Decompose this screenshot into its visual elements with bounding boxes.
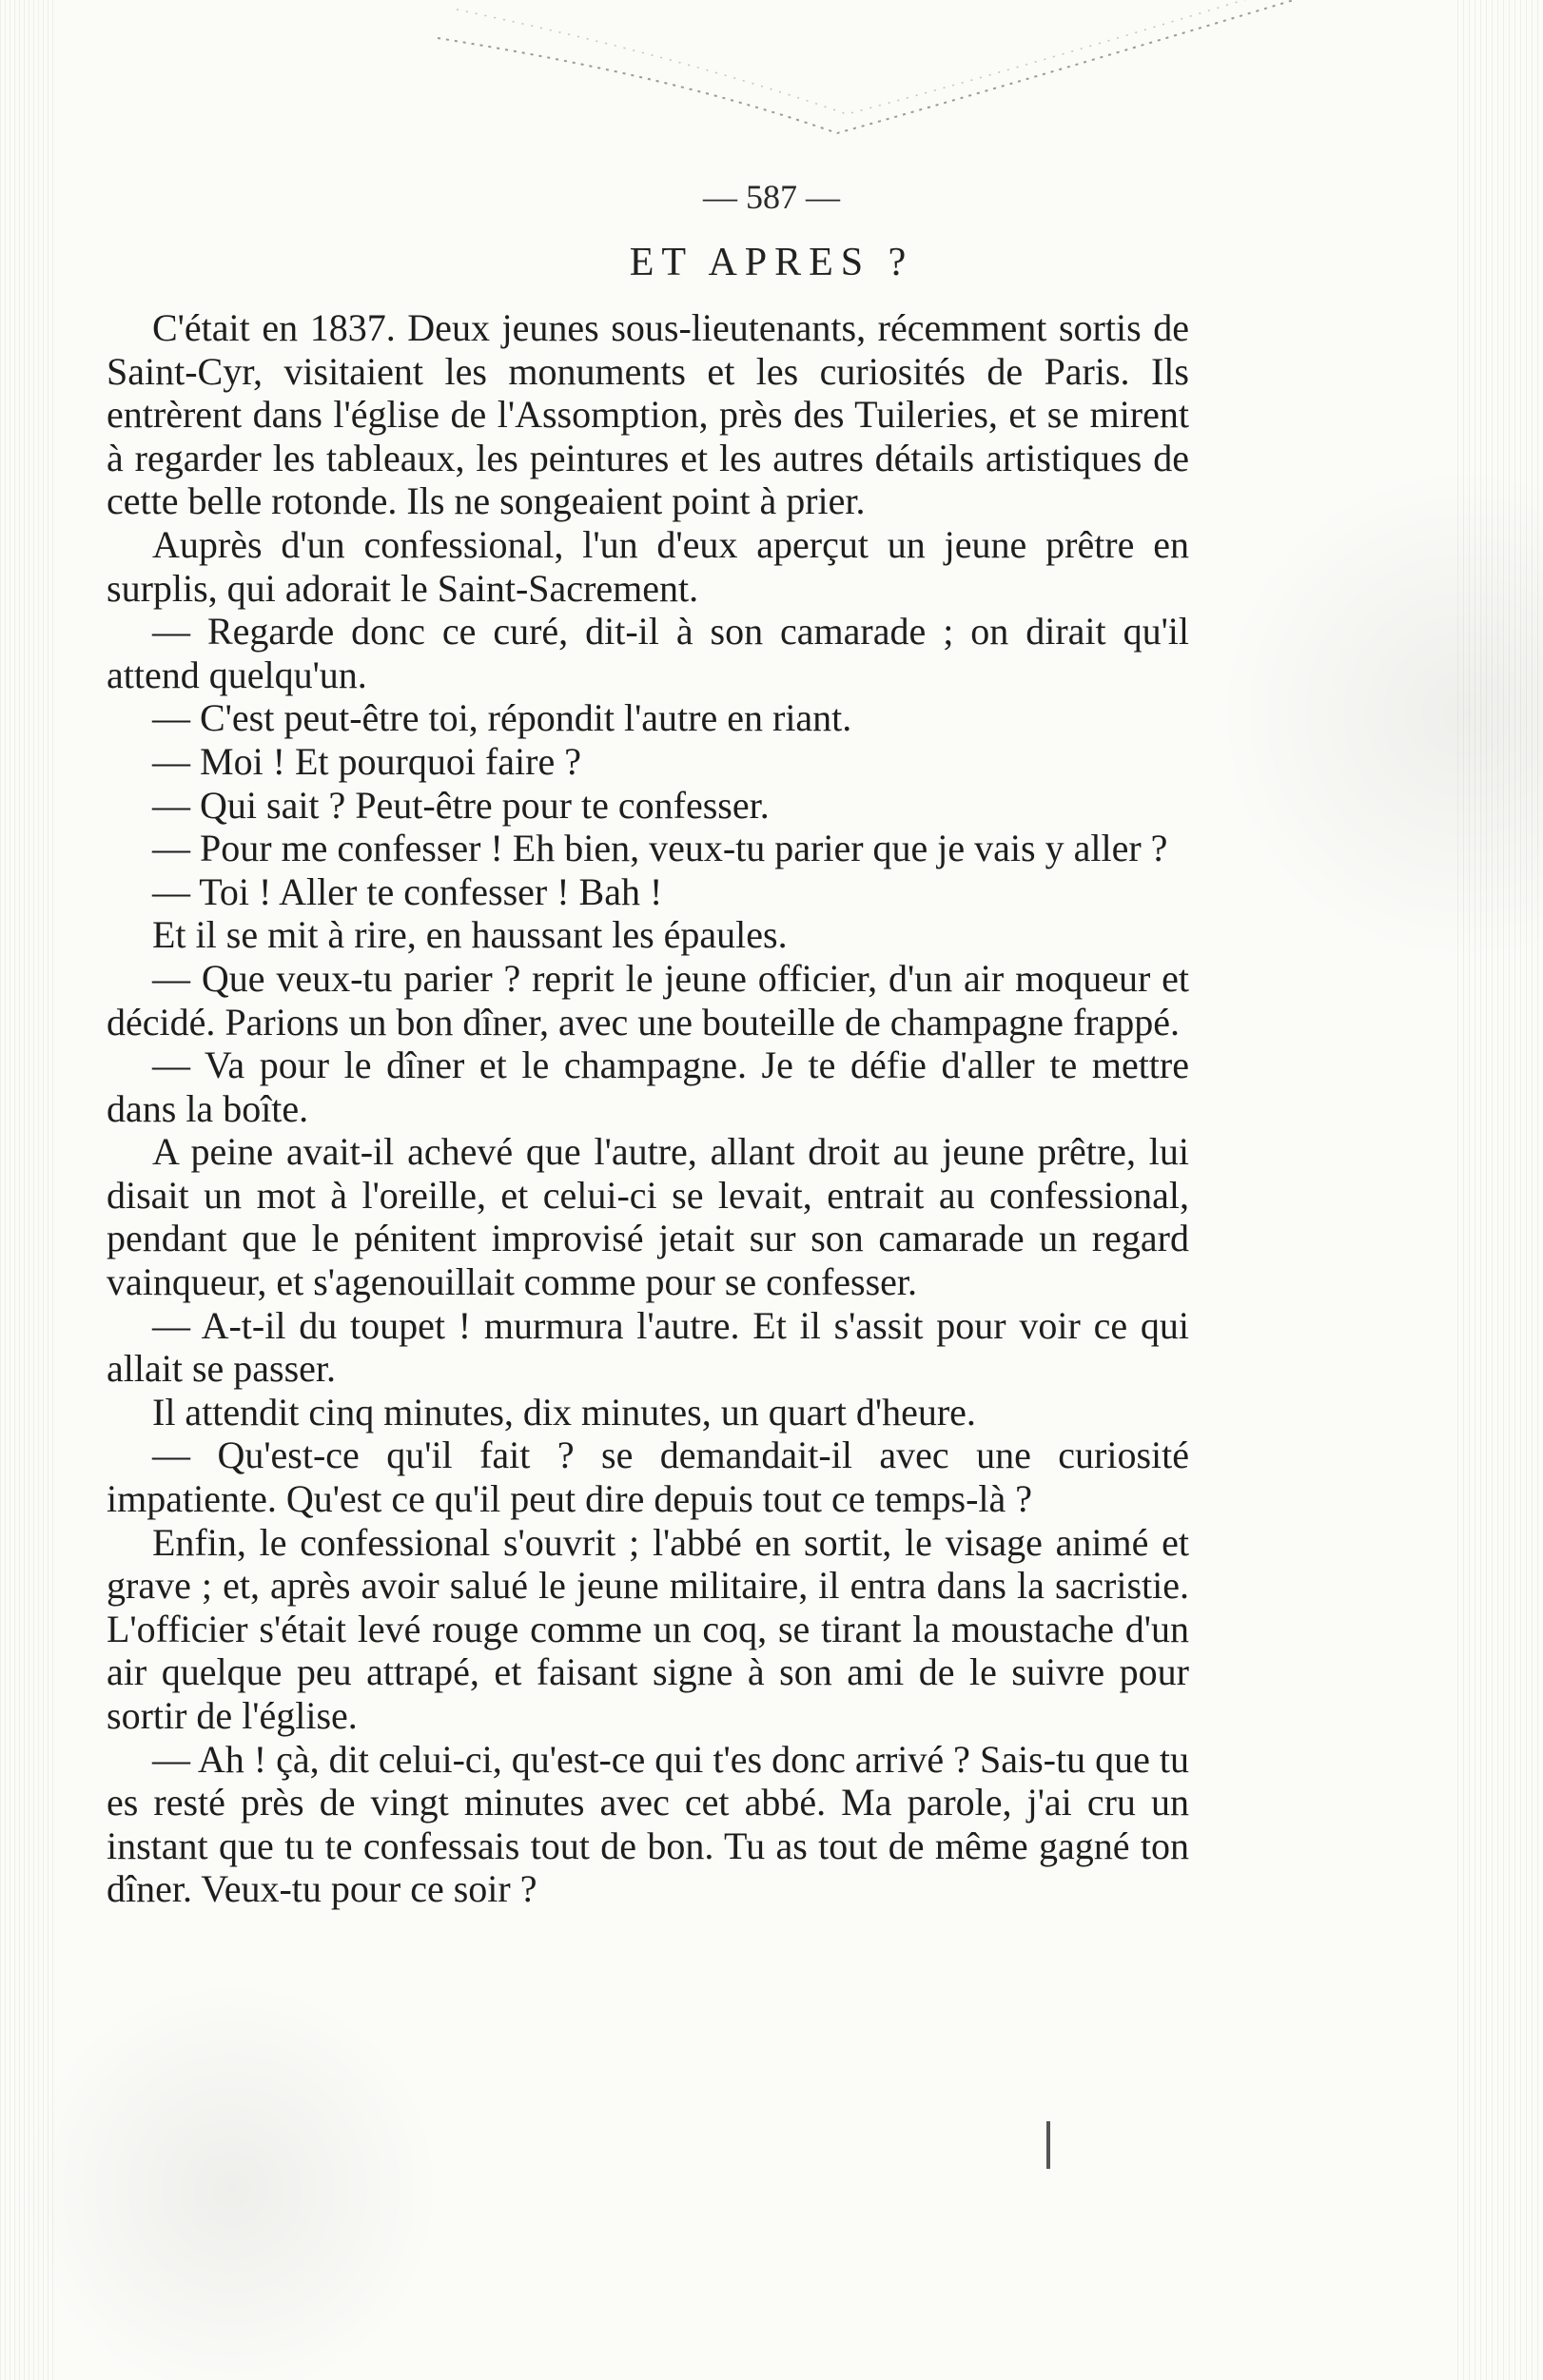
paragraph: — Pour me confesser ! Eh bien, veux-tu parier que je vais y aller ? xyxy=(152,827,1168,870)
paragraph: — Qu'est-ce qu'il fait ? se demandait-il avec une curiosité impatiente. Qu'est ce qu'il peut dire depuis tout ce temps-là ? xyxy=(107,1434,1189,1521)
stray-ink-mark xyxy=(1046,2121,1050,2169)
paragraph: — Qui sait ? Peut-être pour te confesser. xyxy=(152,783,770,827)
paragraph: — C'est peut-être toi, répondit l'autre en riant. xyxy=(152,696,852,740)
paragraph: Et il se mit à rire, en haussant les épaules. xyxy=(152,913,788,957)
paragraph: — A-t-il du toupet ! murmura l'autre. Et il s'assit pour voir ce qui allait se passer. xyxy=(107,1303,1189,1391)
page-edge-left xyxy=(0,0,57,2380)
paragraph: — Regarde donc ce curé, dit-il à son camarade ; on dirait qu'il attend quelqu'un. xyxy=(107,610,1189,696)
paragraph: C'était en 1837. Deux jeunes sous-lieutenants, récemment sortis de Saint-Cyr, visitaient les monuments et les curiosités de Paris. Ils entrèrent dans l'église de l'Assomption, près des Tuileries, et se mirent à regarder les tableaux, les peintures et les autres détails artistiques de cette belle rotonde. Ils ne songeaient point à prier. xyxy=(107,306,1189,523)
paragraph: A peine avait-il achevé que l'autre, allant droit au jeune prêtre, lui disait un mot à l'oreille, et celui-ci se levait, entrait au confessional, pendant que le pénitent improvisé jetait sur son camarade un regard vainqueur, et s'agenouillait comme pour se confesser. xyxy=(107,1130,1189,1304)
paragraph: — Que veux-tu parier ? reprit le jeune officier, d'un air moqueur et décidé. Parions un bon dîner, avec une bouteille de champagne frappé. xyxy=(107,956,1189,1044)
body-text xyxy=(107,306,1189,1911)
paragraph: — Va pour le dîner et le champagne. Je te défie d'aller te mettre dans la boîte. xyxy=(107,1044,1189,1130)
paragraph: — Moi ! Et pourquoi faire ? xyxy=(152,739,581,783)
page-edge-right xyxy=(1457,0,1543,2380)
top-fold-mark xyxy=(438,0,1294,152)
paragraph: Enfin, le confessional s'ouvrit ; l'abbé en sortit, le visage animé et grave ; et, après avoir salué le jeune militaire, il entra dans la sacristie. L'officier s'était levé rouge comme un coq, se tirant la moustache d'un air quelque peu attrapé, et faisant signe à son ami de le suivre pour sortir de l'église. xyxy=(107,1520,1189,1737)
page-number: — 587 — xyxy=(703,178,840,216)
paragraph: — Toi ! Aller te confesser ! Bah ! xyxy=(152,869,663,913)
chapter-title: ET APRES ? xyxy=(629,241,914,284)
paragraph: — Ah ! çà, dit celui-ci, qu'est-ce qui t'es donc arrivé ? Sais-tu que tu es resté près de vingt minutes avec cet abbé. Ma parole, j'ai cru un instant que tu te confessais tout de bon. Tu as tout de même gagné ton dîner. Veux-tu pour ce soir ? xyxy=(107,1737,1189,1911)
paragraph: Auprès d'un confessional, l'un d'eux aperçut un jeune prêtre en surplis, qui adorait le Saint-Sacrement. xyxy=(107,522,1189,610)
paragraph: Il attendit cinq minutes, dix minutes, un quart d'heure. xyxy=(152,1390,976,1434)
